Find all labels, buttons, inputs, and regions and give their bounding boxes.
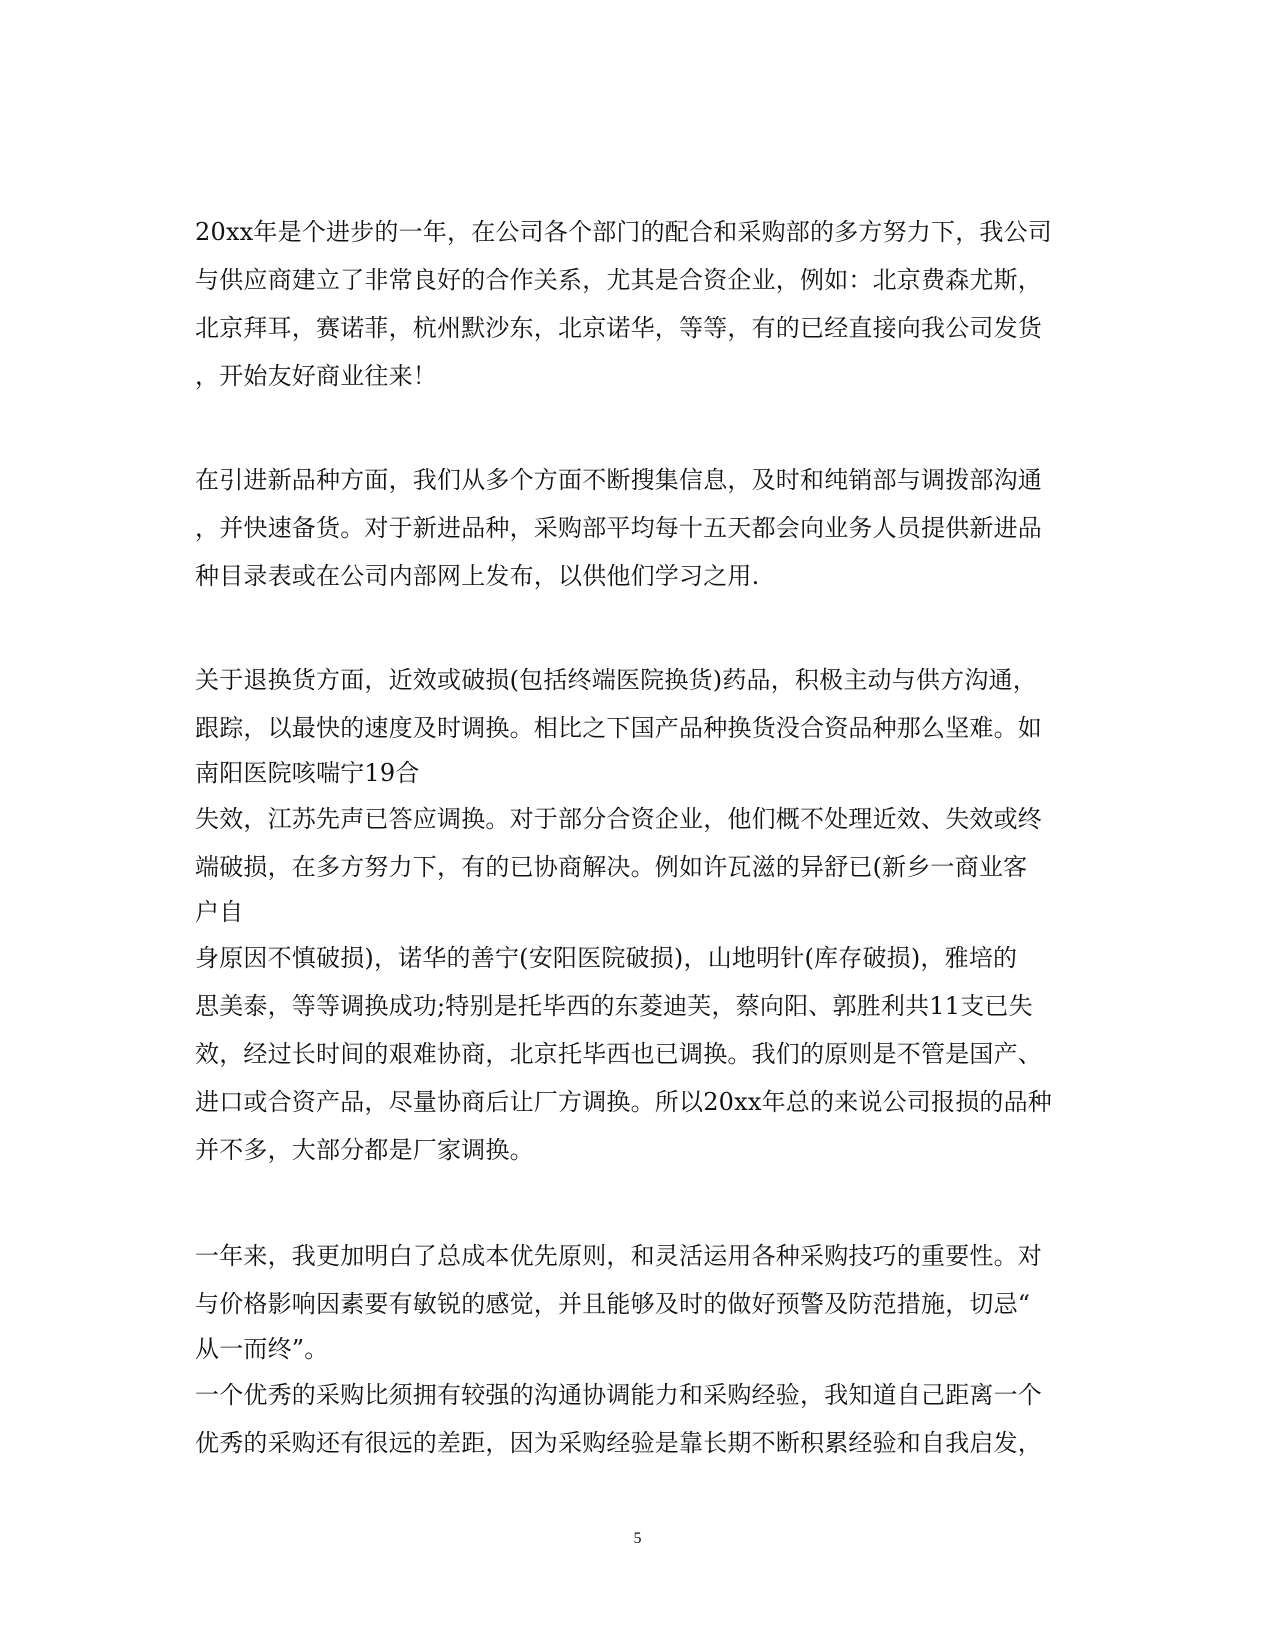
text-line: 20xx年是个进步的一年，在公司各个部门的配合和采购部的多方努力下，我公司 <box>195 218 1053 246</box>
text-line: 与价格影响因素要有敏锐的感觉，并且能够及时的做好预警及防范措施，切忌“ <box>195 1290 1031 1318</box>
text-line: 效，经过长时间的艰难协商，北京托毕西也已调换。我们的原则是不管是国产、 <box>195 1040 1042 1068</box>
text-line: 南阳医院咳喘宁19合 <box>195 759 420 787</box>
text-line: 思美泰，等等调换成功;特别是托毕西的东菱迪芙，蔡向阳、郭胜利共11支已失 <box>195 992 1033 1020</box>
text-line: 在引进新品种方面，我们从多个方面不断搜集信息，及时和纯销部与调拨部沟通 <box>195 466 1042 494</box>
text-line: 身原因不慎破损)，诺华的善宁(安阳医院破损)，山地明针(库存破损)，雅培的 <box>195 944 1018 972</box>
text-line: 进口或合资产品，尽量协商后让厂方调换。所以20xx年总的来说公司报损的品种 <box>195 1088 1053 1116</box>
paragraph-partnerships <box>195 208 1075 400</box>
text-line: 一个优秀的采购比须拥有较强的沟通协调能力和采购经验，我知道自己距离一个 <box>195 1381 1042 1409</box>
text-line: 从一而终”。 <box>195 1335 329 1363</box>
text-line: ，开始友好商业往来！ <box>195 362 437 390</box>
text-line: 优秀的采购还有很远的差距，因为采购经验是靠长期不断积累经验和自我启发， <box>195 1429 1042 1457</box>
paragraph-returns <box>195 656 1075 1174</box>
text-line: 户自 <box>195 898 244 926</box>
text-line: 端破损，在多方努力下，有的已协商解决。例如许瓦滋的异舒已(新乡一商业客 <box>195 853 1028 881</box>
text-line: 关于退换货方面，近效或破损(包括终端医院换货)药品，积极主动与供方沟通， <box>195 666 1037 694</box>
text-line: 与供应商建立了非常良好的合作关系，尤其是合资企业，例如：北京费森尤斯， <box>195 266 1042 294</box>
paragraph-lessons <box>195 1232 1075 1467</box>
text-line: 北京拜耳，赛诺菲，杭州默沙东，北京诺华，等等，有的已经直接向我公司发货 <box>195 314 1042 342</box>
text-line: 失效，江苏先声已答应调换。对于部分合资企业，他们概不处理近效、失效或终 <box>195 805 1042 833</box>
text-line: 种目录表或在公司内部网上发布，以供他们学习之用. <box>195 562 760 590</box>
text-line: 跟踪，以最快的速度及时调换。相比之下国产品种换货没合资品种那么坚难。如 <box>195 714 1042 742</box>
text-line: ，并快速备货。对于新进品种，采购部平均每十五天都会向业务人员提供新进品 <box>195 514 1042 542</box>
page-number: 5 <box>633 1530 642 1547</box>
text-line: 并不多，大部分都是厂家调换。 <box>195 1136 534 1164</box>
paragraph-new-products <box>195 456 1075 600</box>
text-line: 一年来，我更加明白了总成本优先原则，和灵活运用各种采购技巧的重要性。对 <box>195 1242 1042 1270</box>
